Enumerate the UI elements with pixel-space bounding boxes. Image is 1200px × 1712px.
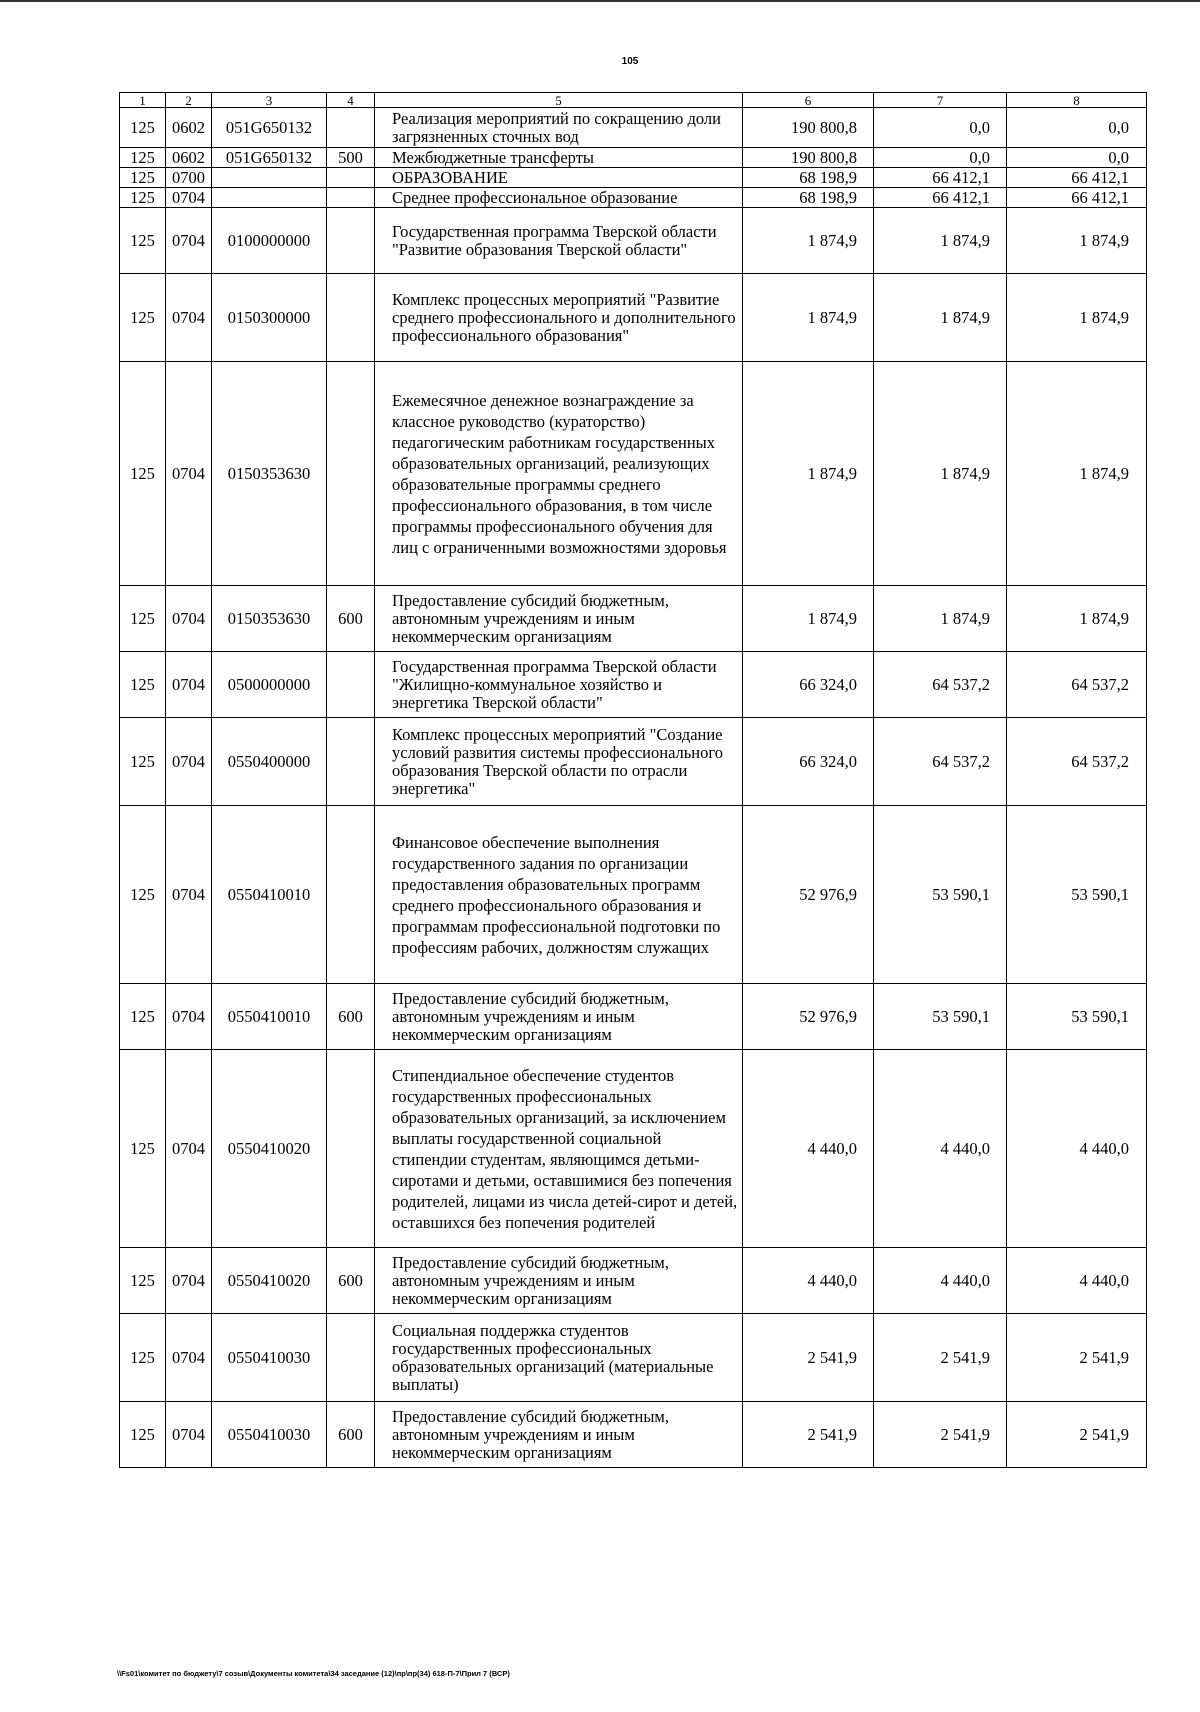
cell-section-code: 0704: [166, 1314, 212, 1402]
cell-section-code: 0704: [166, 1050, 212, 1248]
cell-amount-year2: 66 412,1: [874, 168, 1007, 188]
cell-expense-type: [327, 652, 375, 718]
cell-amount-year3: 64 537,2: [1007, 652, 1147, 718]
cell-amount-year2: 0,0: [874, 108, 1007, 148]
cell-amount-year2: 1 874,9: [874, 274, 1007, 362]
cell-amount-year2: 1 874,9: [874, 362, 1007, 586]
cell-description: Стипендиальное обеспечение студентов государственных профессиональных образовательных организаций, за исключением выплаты государственной социальной стипендии студентам, являющимся детьми-сиротами и детьми, оставшимися без попечения родителей, лицами из числа детей-сирот и детей, оставшихся без попечения родителей: [375, 1050, 743, 1248]
cell-target-article: 0550410020: [212, 1248, 327, 1314]
cell-expense-type: [327, 1050, 375, 1248]
cell-amount-year2: 64 537,2: [874, 652, 1007, 718]
table-row: [120, 1050, 1147, 1248]
cell-grbs-code: 125: [120, 1248, 166, 1314]
cell-expense-type: [327, 806, 375, 984]
cell-grbs-code: 125: [120, 1402, 166, 1468]
cell-description: Социальная поддержка студентов государственных профессиональных образовательных организаций (материальные выплаты): [375, 1314, 743, 1402]
table-row: [120, 208, 1147, 274]
cell-section-code: 0602: [166, 148, 212, 168]
cell-section-code: 0602: [166, 108, 212, 148]
cell-amount-year3: 66 412,1: [1007, 188, 1147, 208]
cell-target-article: 0550410010: [212, 806, 327, 984]
page-number: 105: [621, 56, 639, 67]
cell-amount-year1: 68 198,9: [743, 168, 874, 188]
cell-description: Предоставление субсидий бюджетным, автономным учреждениям и иным некоммерческим организациям: [375, 586, 743, 652]
col-header-5: 5: [375, 93, 743, 108]
cell-expense-type: [327, 108, 375, 148]
cell-target-article: 0150300000: [212, 274, 327, 362]
cell-target-article: 0550410020: [212, 1050, 327, 1248]
cell-section-code: 0704: [166, 718, 212, 806]
col-header-3: 3: [212, 93, 327, 108]
cell-section-code: 0704: [166, 652, 212, 718]
cell-grbs-code: 125: [120, 168, 166, 188]
cell-amount-year3: 53 590,1: [1007, 984, 1147, 1050]
cell-grbs-code: 125: [120, 362, 166, 586]
cell-grbs-code: 125: [120, 274, 166, 362]
table-row: [120, 362, 1147, 586]
cell-expense-type: 500: [327, 148, 375, 168]
cell-description: Предоставление субсидий бюджетным, автономным учреждениям и иным некоммерческим организациям: [375, 1248, 743, 1314]
cell-amount-year1: 4 440,0: [743, 1248, 874, 1314]
cell-expense-type: [327, 188, 375, 208]
cell-amount-year2: 1 874,9: [874, 586, 1007, 652]
table-row: [120, 1314, 1147, 1402]
col-header-4: 4: [327, 93, 375, 108]
cell-expense-type: [327, 208, 375, 274]
cell-expense-type: [327, 168, 375, 188]
cell-description: Среднее профессиональное образование: [375, 188, 743, 208]
cell-amount-year2: 66 412,1: [874, 188, 1007, 208]
cell-target-article: 0150353630: [212, 362, 327, 586]
cell-amount-year2: 2 541,9: [874, 1402, 1007, 1468]
cell-target-article: 0550410010: [212, 984, 327, 1050]
table-row: [120, 984, 1147, 1050]
table-row: [120, 274, 1147, 362]
cell-amount-year1: 1 874,9: [743, 274, 874, 362]
cell-expense-type: [327, 362, 375, 586]
cell-section-code: 0700: [166, 168, 212, 188]
cell-target-article: 051G650132: [212, 108, 327, 148]
col-header-7: 7: [874, 93, 1007, 108]
cell-expense-type: [327, 718, 375, 806]
cell-expense-type: 600: [327, 586, 375, 652]
cell-target-article: [212, 188, 327, 208]
scan-top-edge: [0, 0, 1200, 2]
cell-amount-year1: 68 198,9: [743, 188, 874, 208]
cell-amount-year2: 1 874,9: [874, 208, 1007, 274]
cell-amount-year1: 190 800,8: [743, 148, 874, 168]
cell-amount-year1: 2 541,9: [743, 1402, 874, 1468]
cell-amount-year3: 0,0: [1007, 148, 1147, 168]
cell-amount-year2: 0,0: [874, 148, 1007, 168]
cell-description: Финансовое обеспечение выполнения государственного задания по организации предоставления образовательных программ среднего профессионального образования и программам профессиональной подготовки по профессиям рабочих, должностям служащих: [375, 806, 743, 984]
cell-amount-year2: 4 440,0: [874, 1248, 1007, 1314]
cell-amount-year3: 2 541,9: [1007, 1402, 1147, 1468]
cell-amount-year1: 190 800,8: [743, 108, 874, 148]
cell-amount-year3: 4 440,0: [1007, 1050, 1147, 1248]
cell-description: Государственная программа Тверской области "Жилищно-коммунальное хозяйство и энергетика Тверской области": [375, 652, 743, 718]
cell-section-code: 0704: [166, 1402, 212, 1468]
cell-description: Реализация мероприятий по сокращению доли загрязненных сточных вод: [375, 108, 743, 148]
cell-amount-year2: 2 541,9: [874, 1314, 1007, 1402]
col-header-8: 8: [1007, 93, 1147, 108]
cell-target-article: 0550400000: [212, 718, 327, 806]
cell-amount-year1: 2 541,9: [743, 1314, 874, 1402]
cell-description: Межбюджетные трансферты: [375, 148, 743, 168]
cell-grbs-code: 125: [120, 806, 166, 984]
cell-section-code: 0704: [166, 586, 212, 652]
cell-amount-year1: 1 874,9: [743, 362, 874, 586]
footer-file-path: \\Fs01\комитет по бюджету\7 созыв\Документы комитета\34 заседание (12)\пр\пр(34) 618-П-7\Прил 7 (ВСР): [117, 1669, 510, 1678]
cell-grbs-code: 125: [120, 1050, 166, 1248]
cell-grbs-code: 125: [120, 208, 166, 274]
cell-grbs-code: 125: [120, 718, 166, 806]
cell-section-code: 0704: [166, 984, 212, 1050]
cell-target-article: 0150353630: [212, 586, 327, 652]
cell-expense-type: 600: [327, 1402, 375, 1468]
table-row: [120, 806, 1147, 984]
cell-grbs-code: 125: [120, 188, 166, 208]
cell-amount-year1: 52 976,9: [743, 984, 874, 1050]
cell-amount-year3: 1 874,9: [1007, 362, 1147, 586]
cell-description: ОБРАЗОВАНИЕ: [375, 168, 743, 188]
table-row: [120, 718, 1147, 806]
cell-amount-year2: 4 440,0: [874, 1050, 1007, 1248]
cell-description: Государственная программа Тверской области "Развитие образования Тверской области": [375, 208, 743, 274]
cell-target-article: [212, 168, 327, 188]
cell-grbs-code: 125: [120, 108, 166, 148]
cell-amount-year2: 64 537,2: [874, 718, 1007, 806]
cell-target-article: 0500000000: [212, 652, 327, 718]
cell-amount-year1: 1 874,9: [743, 208, 874, 274]
cell-description: Комплекс процессных мероприятий "Создание условий развития системы профессионального образования Тверской области по отрасли энергетика": [375, 718, 743, 806]
table-row: [120, 148, 1147, 168]
cell-description: Предоставление субсидий бюджетным, автономным учреждениям и иным некоммерческим организациям: [375, 1402, 743, 1468]
cell-amount-year1: 52 976,9: [743, 806, 874, 984]
table-header-row: [120, 93, 1147, 108]
table-row: [120, 1248, 1147, 1314]
col-header-2: 2: [166, 93, 212, 108]
cell-section-code: 0704: [166, 806, 212, 984]
col-header-1: 1: [120, 93, 166, 108]
cell-amount-year3: 64 537,2: [1007, 718, 1147, 806]
table-row: [120, 586, 1147, 652]
cell-section-code: 0704: [166, 274, 212, 362]
cell-amount-year3: 53 590,1: [1007, 806, 1147, 984]
cell-amount-year3: 2 541,9: [1007, 1314, 1147, 1402]
cell-amount-year1: 4 440,0: [743, 1050, 874, 1248]
cell-target-article: 0100000000: [212, 208, 327, 274]
cell-amount-year3: 4 440,0: [1007, 1248, 1147, 1314]
cell-section-code: 0704: [166, 188, 212, 208]
table-row: [120, 108, 1147, 148]
budget-table: [119, 92, 1147, 1468]
cell-expense-type: [327, 274, 375, 362]
col-header-6: 6: [743, 93, 874, 108]
cell-description: Комплекс процессных мероприятий "Развитие среднего профессионального и дополнительного профессионального образования": [375, 274, 743, 362]
cell-grbs-code: 125: [120, 1314, 166, 1402]
cell-section-code: 0704: [166, 362, 212, 586]
cell-amount-year1: 66 324,0: [743, 718, 874, 806]
cell-expense-type: 600: [327, 984, 375, 1050]
cell-target-article: 051G650132: [212, 148, 327, 168]
cell-amount-year1: 1 874,9: [743, 586, 874, 652]
cell-amount-year2: 53 590,1: [874, 806, 1007, 984]
table-row: [120, 1402, 1147, 1468]
table-body: [120, 93, 1147, 1468]
cell-description: Ежемесячное денежное вознаграждение за классное руководство (кураторство) педагогическим работникам государственных образовательных организаций, реализующих образовательные программы среднего профессионального образования, в том числе программы профессионального обучения для лиц с ограниченными возможностями здоровья: [375, 362, 743, 586]
table-row: [120, 652, 1147, 718]
cell-amount-year3: 1 874,9: [1007, 208, 1147, 274]
cell-grbs-code: 125: [120, 586, 166, 652]
cell-amount-year3: 1 874,9: [1007, 586, 1147, 652]
cell-expense-type: 600: [327, 1248, 375, 1314]
cell-section-code: 0704: [166, 208, 212, 274]
table-row: [120, 168, 1147, 188]
cell-expense-type: [327, 1314, 375, 1402]
cell-grbs-code: 125: [120, 984, 166, 1050]
cell-amount-year3: 0,0: [1007, 108, 1147, 148]
cell-amount-year1: 66 324,0: [743, 652, 874, 718]
cell-section-code: 0704: [166, 1248, 212, 1314]
cell-amount-year3: 1 874,9: [1007, 274, 1147, 362]
cell-target-article: 0550410030: [212, 1402, 327, 1468]
cell-amount-year3: 66 412,1: [1007, 168, 1147, 188]
table-row: [120, 188, 1147, 208]
cell-grbs-code: 125: [120, 652, 166, 718]
cell-description: Предоставление субсидий бюджетным, автономным учреждениям и иным некоммерческим организациям: [375, 984, 743, 1050]
cell-amount-year2: 53 590,1: [874, 984, 1007, 1050]
cell-grbs-code: 125: [120, 148, 166, 168]
cell-target-article: 0550410030: [212, 1314, 327, 1402]
